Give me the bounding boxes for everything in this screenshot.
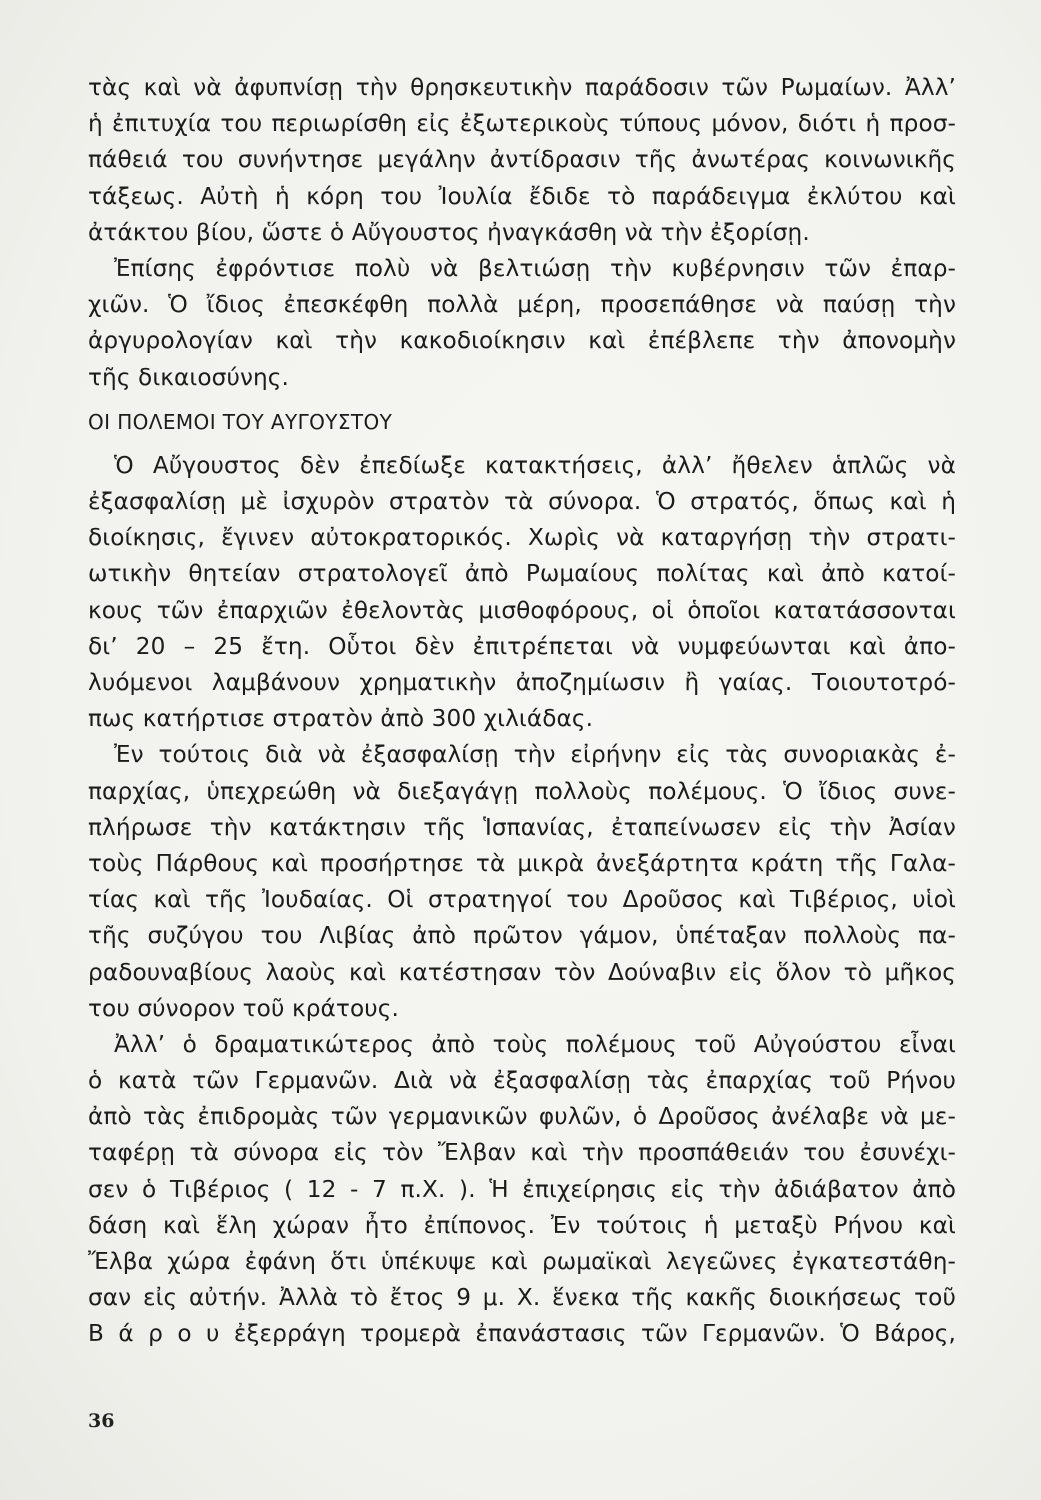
text-line: σεν ὁ Τιβέριος ( 12 - 7 π.Χ. ). Ἡ ἐπιχείρησις εἰς τὴν ἀδιάβατον ἀπὸ: [88, 1175, 956, 1203]
text-line: τάξεως. Αὐτὴ ἡ κόρη του Ἰουλία ἔδιδε τὸ παράδειγμα ἐκλύτου καὶ: [88, 182, 956, 210]
text-line: τίας καὶ τῆς Ἰουδαίας. Οἱ στρατηγοί του Δροῦσος καὶ Τιβέριος, υἱοὶ: [88, 886, 956, 914]
text-line: Ἐν τούτοις διὰ νὰ ἐξασφαλίσῃ τὴν εἰρήνην εἰς τὰς συνοριακὰς ἐ-: [114, 741, 956, 769]
page-number: 36: [88, 1410, 115, 1432]
text-line: πως κατήρτισε στρατὸν ἀπὸ 300 χιλιάδας.: [88, 705, 594, 733]
page-text: [88, 70, 956, 1353]
text-line: σαν εἰς αὐτήν. Ἀλλὰ τὸ ἔτος 9 μ. Χ. ἕνεκα τῆς κακῆς διοικήσεως τοῦ: [88, 1284, 956, 1312]
text-line: Ὁ Αὔγουστος δὲν ἐπεδίωξε κατακτήσεις, ἀλλ’ ἤθελεν ἁπλῶς νὰ: [114, 451, 956, 479]
text-line: ἀργυρολογίαν καὶ τὴν κακοδιοίκησιν καὶ ἐπέβλεπε τὴν ἀπονομὴν: [88, 327, 956, 355]
text-line: δι’ 20 – 25 ἔτη. Οὗτοι δὲν ἐπιτρέπεται νὰ νυμφεύωνται καὶ ἀπο-: [88, 632, 956, 660]
text-line: ὁ κατὰ τῶν Γερμανῶν. Διὰ νὰ ἐξασφαλίσῃ τὰς ἐπαρχίας τοῦ Ρήνου: [88, 1067, 956, 1095]
text-line: κους τῶν ἐπαρχιῶν ἐθελοντὰς μισθοφόρους, οἱ ὁποῖοι κατατάσσονται: [88, 596, 956, 624]
section-heading: ΟΙ ΠΟΛΕΜΟΙ ΤΟΥ ΑΥΓΟΥΣΤΟΥ: [88, 409, 393, 434]
text-line: παρχίας, ὑπεχρεώθη νὰ διεξαγάγῃ πολλοὺς πολέμους. Ὁ ἴδιος συνε-: [88, 777, 956, 805]
text-line: ραδουναβίους λαοὺς καὶ κατέστησαν τὸν Δούναβιν εἰς ὅλον τὸ μῆκος: [88, 958, 956, 986]
text-line: πάθειά του συνήντησε μεγάλην ἀντίδρασιν τῆς ἀνωτέρας κοινωνικῆς: [88, 146, 956, 174]
text-line: δάση καὶ ἕλη χώραν ἦτο ἐπίπονος. Ἐν τούτοις ἡ μεταξὺ Ρήνου καὶ: [88, 1211, 956, 1239]
text-line: Ἀλλ’ ὁ δραματικώτερος ἀπὸ τοὺς πολέμους τοῦ Αὐγούστου εἶναι: [114, 1030, 956, 1058]
text-line: ἐξασφαλίσῃ μὲ ἰσχυρὸν στρατὸν τὰ σύνορα. Ὁ στρατός, ὅπως καὶ ἡ: [88, 488, 956, 516]
text-line: τοὺς Πάρθους καὶ προσήρτησε τὰ μικρὰ ἀνεξάρτητα κράτη τῆς Γαλα-: [88, 849, 956, 877]
text-line: ἀπὸ τὰς ἐπιδρομὰς τῶν γερμανικῶν φυλῶν, ὁ Δροῦσος ἀνέλαβε νὰ με-: [88, 1103, 956, 1131]
text-line: ἀτάκτου βίου, ὥστε ὁ Αὔγουστος ἠναγκάσθη νὰ τὴν ἐξορίσῃ.: [88, 218, 810, 246]
text-line: ωτικὴν θητείαν στρατολογεῖ ἀπὸ Ρωμαίους πολίτας καὶ ἀπὸ κατοί-: [88, 560, 956, 588]
text-line: λυόμενοι λαμβάνουν χρηματικὴν ἀποζημίωσιν ἢ γαίας. Τοιουτοτρό-: [88, 669, 956, 696]
text-line: ἡ ἐπιτυχία του περιωρίσθη εἰς ἐξωτερικοὺς τύπους μόνον, διότι ἡ προσ-: [88, 110, 956, 138]
text-line: χιῶν. Ὁ ἴδιος ἐπεσκέφθη πολλὰ μέρη, προσεπάθησε νὰ παύσῃ τὴν: [88, 291, 956, 319]
text-line: διοίκησις, ἔγινεν αὐτοκρατορικός. Χωρὶς νὰ καταργήσῃ τὴν στρατι-: [88, 524, 956, 552]
text-line: τῆς συζύγου του Λιβίας ἀπὸ πρῶτον γάμον, ὑπέταξαν πολλοὺς πα-: [88, 922, 956, 950]
text-line: τὰς καὶ νὰ ἀφυπνίσῃ τὴν θρησκευτικὴν παράδοσιν τῶν Ρωμαίων. Ἀλλ’: [88, 74, 956, 101]
text-line: πλήρωσε τὴν κατάκτησιν τῆς Ἱσπανίας, ἐταπείνωσεν εἰς τὴν Ἀσίαν: [88, 813, 956, 841]
text-line: ταφέρῃ τὰ σύνορα εἰς τὸν Ἔλβαν καὶ τὴν προσπάθειάν του ἐσυνέχι-: [88, 1139, 956, 1167]
text-line: τῆς δικαιοσύνης.: [88, 363, 289, 391]
text-line: Ἔλβα χώρα ἐφάνη ὅτι ὑπέκυψε καὶ ρωμαϊκαὶ λεγεῶνες ἐγκατεστάθη-: [88, 1248, 956, 1275]
text-line: Β ά ρ ο υ ἐξερράγη τρομερὰ ἐπανάστασις τῶν Γερμανῶν. Ὁ Βάρος,: [88, 1320, 956, 1348]
text-line: του σύνορον τοῦ κράτους.: [88, 994, 399, 1022]
text-line: Ἐπίσης ἐφρόντισε πολὺ νὰ βελτιώσῃ τὴν κυβέρνησιν τῶν ἐπαρ-: [114, 254, 956, 282]
